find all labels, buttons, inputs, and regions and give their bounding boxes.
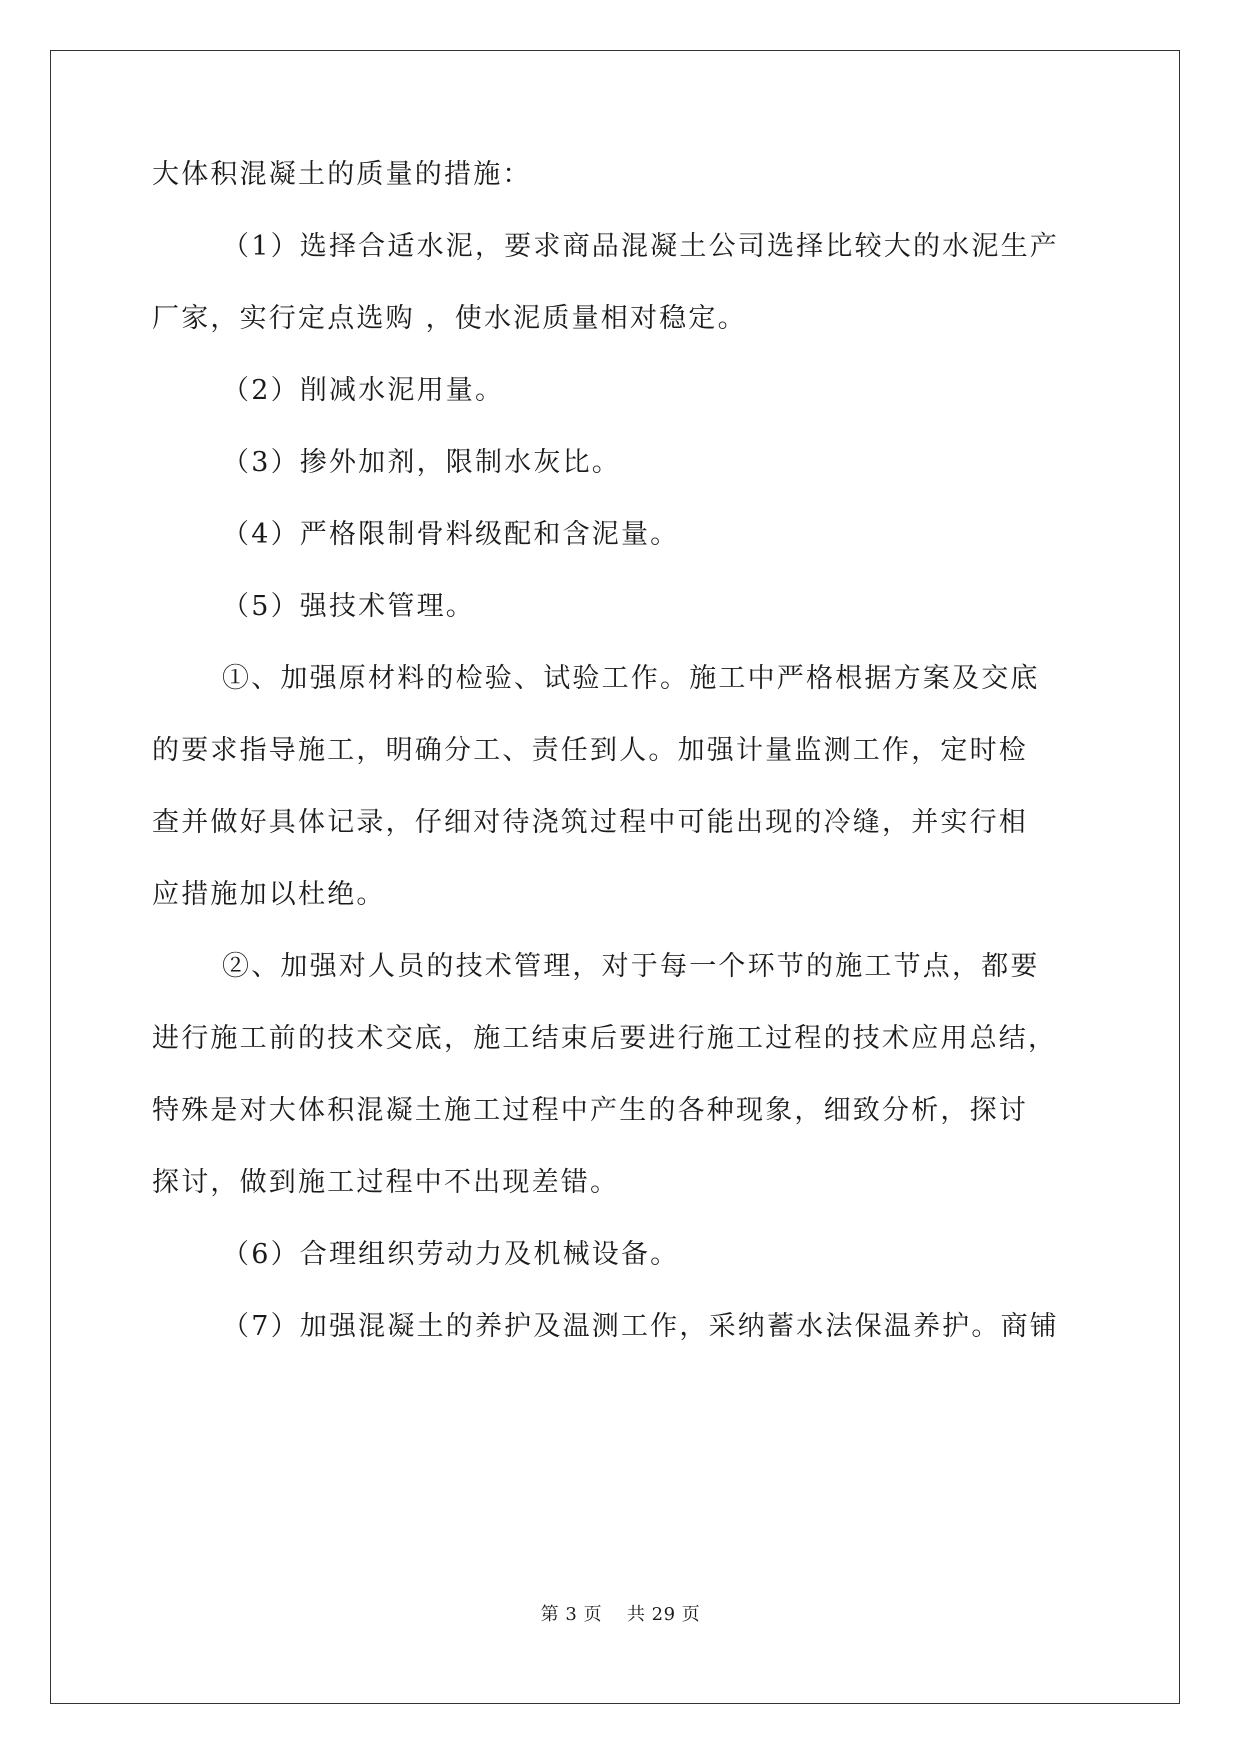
text-line-14: 特殊是对大体积混凝土施工过程中产生的各种现象，细致分析，探讨	[152, 1095, 1028, 1126]
text-line-5: （3）掺外加剂，限制水灰比。	[222, 447, 621, 478]
text-line-8: ①、加强原材料的检验、试验工作。施工中严格根据方案及交底	[222, 663, 1040, 694]
text-line-2: （1）选择合适水泥，要求商品混凝土公司选择比较大的水泥生产	[222, 231, 1059, 262]
text-line-10: 查并做好具体记录，仔细对待浇筑过程中可能出现的冷缝，并实行相	[152, 807, 1028, 838]
text-line-3: 厂家，实行定点选购 ，使水泥质量相对稳定。	[152, 303, 747, 334]
page-number-footer: 第 3 页 共 29 页	[540, 1604, 701, 1625]
text-line-17: （7）加强混凝土的养护及温测工作，采纳蓄水法保温养护。商铺	[222, 1311, 1059, 1342]
text-line-1: 大体积混凝土的质量的措施：	[152, 159, 532, 190]
text-line-12: ②、加强对人员的技术管理，对于每一个环节的施工节点，都要	[222, 951, 1040, 982]
text-line-11: 应措施加以杜绝。	[152, 879, 386, 910]
text-line-13: 进行施工前的技术交底，施工结束后要进行施工过程的技术应用总结，	[152, 1023, 1058, 1054]
text-line-7: （5）强技术管理。	[222, 591, 475, 622]
text-line-6: （4）严格限制骨料级配和含泥量。	[222, 519, 680, 550]
text-line-15: 探讨，做到施工过程中不出现差错。	[152, 1167, 620, 1198]
text-line-9: 的要求指导施工，明确分工、责任到人。加强计量监测工作，定时检	[152, 735, 1028, 766]
text-line-4: （2）削减水泥用量。	[222, 375, 505, 406]
text-line-16: （6）合理组织劳动力及机械设备。	[222, 1239, 680, 1270]
